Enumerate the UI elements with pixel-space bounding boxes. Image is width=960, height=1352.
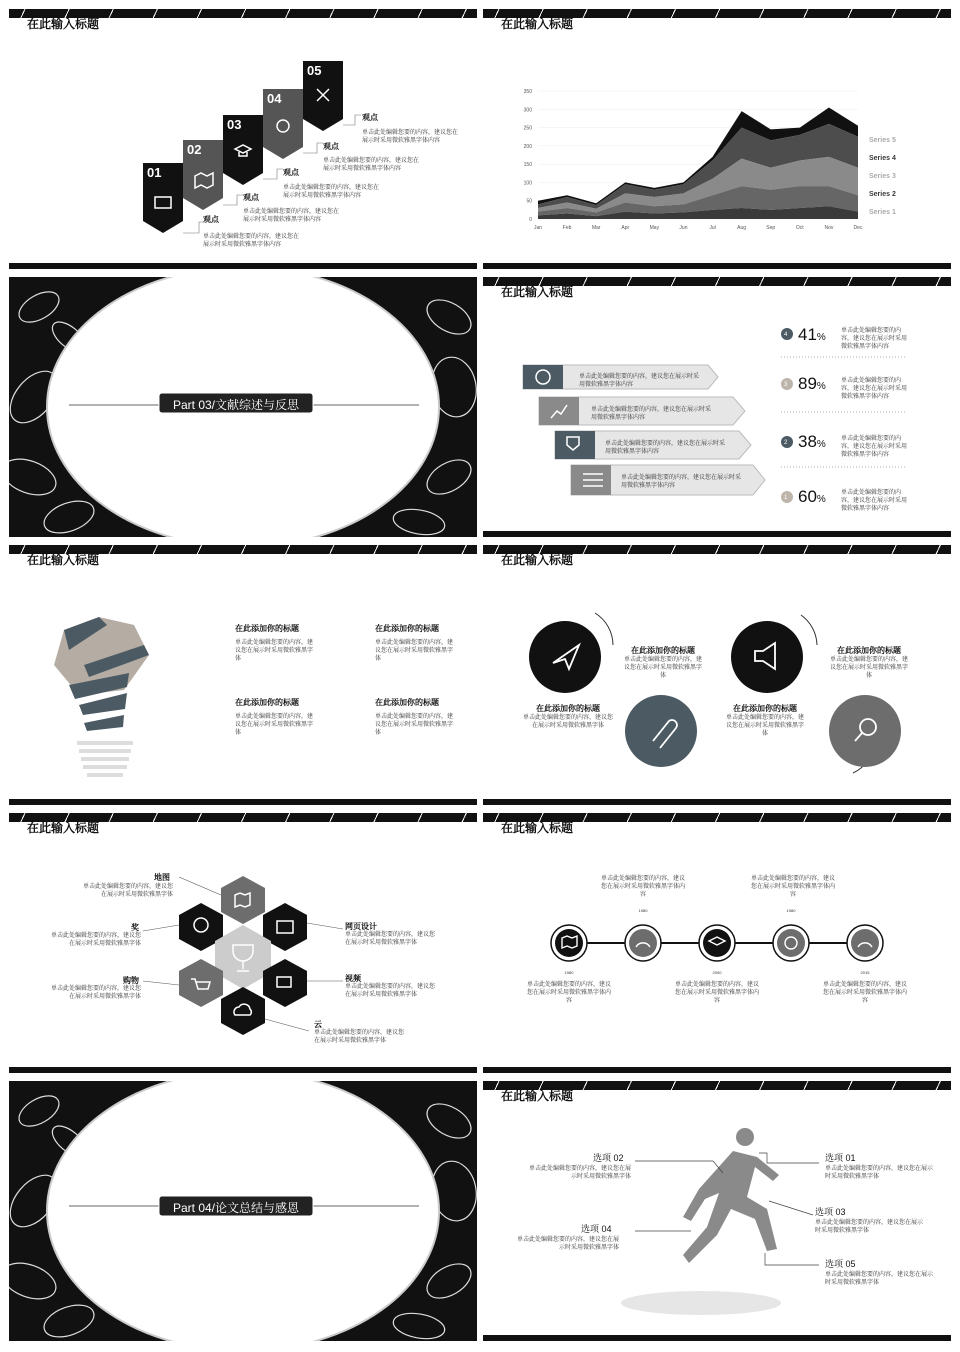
arrow-text-1: 单击此处编辑您要的内容，建议您在展示时采用微软雅黑字体内容 bbox=[579, 374, 700, 388]
option-label-4: 选项 04 bbox=[581, 1224, 612, 1234]
stat-index-4: 1 bbox=[784, 495, 788, 501]
slide-percent bbox=[483, 277, 951, 537]
slide-part3 bbox=[9, 277, 477, 537]
circle-text-2: 单击此处编辑您要的内容，建议您在展示时采用微软雅黑字体 bbox=[523, 715, 614, 729]
runner-graphic bbox=[483, 1081, 951, 1341]
y-tick-label: 0 bbox=[529, 217, 532, 223]
option-text-5: 单击此处编辑您要的内容，建议您在展示时采用微软雅黑字体 bbox=[825, 1272, 934, 1286]
bottom-border bbox=[483, 263, 951, 269]
option-label-2: 选项 02 bbox=[593, 1153, 624, 1163]
hex-text-cloud: 单击此处编辑您要的内容，建议您在展示时采用微软雅黑字体 bbox=[314, 1030, 405, 1044]
step-desc-1: 单击此处编辑您要的内容，建议您在展示时采用微软雅黑字体内容 bbox=[203, 234, 300, 248]
stat-value-2: 89% bbox=[798, 374, 826, 393]
legend-entry: Series 2 bbox=[869, 191, 896, 198]
bulb-text-2: 单击此处编辑您要的内容，建议您在展示时采用微软雅黑字体 bbox=[375, 640, 454, 662]
stat-value-3: 38% bbox=[798, 432, 826, 451]
bottom-border bbox=[483, 799, 951, 805]
hex-text-shopping: 单击此处编辑您要的内容，建议您在展示时采用微软雅黑字体 bbox=[50, 986, 141, 1000]
bulb-heading-4: 在此添加你的标题 bbox=[375, 698, 439, 707]
legend-entry: Series 4 bbox=[869, 155, 896, 162]
bulb-heading-3: 在此添加你的标题 bbox=[235, 698, 299, 707]
slide-title: 在此输入标题 bbox=[27, 17, 100, 31]
x-tick-label: Nov bbox=[824, 225, 834, 231]
bottom-border bbox=[483, 531, 951, 537]
hex-text-video: 单击此处编辑您要的内容，建议您在展示时采用微软雅黑字体 bbox=[345, 984, 436, 998]
part4-title: Part 04/论文总结与感恩 bbox=[172, 1201, 300, 1215]
hex-text-web: 单击此处编辑您要的内容，建议您在展示时采用微软雅黑字体 bbox=[345, 932, 436, 946]
bulb-text-3: 单击此处编辑您要的内容，建议您在展示时采用微软雅黑字体 bbox=[235, 714, 314, 736]
option-label-3: 选项 03 bbox=[815, 1207, 846, 1217]
step-number-5: 05 bbox=[307, 63, 322, 78]
hex-label-cloud: 云 bbox=[314, 1020, 322, 1029]
hex-label-video: 视频 bbox=[345, 974, 361, 983]
bulb-heading-1: 在此添加你的标题 bbox=[235, 624, 299, 633]
option-text-1: 单击此处编辑您要的内容，建议您在展示时采用微软雅黑字体 bbox=[825, 1166, 934, 1180]
stat-text-4: 单击此处编辑您要的内容，建议您在展示时采用微软雅黑字体内容 bbox=[841, 490, 908, 512]
timeline-text-bottom-1: 单击此处编辑您要的内容，建议您在展示时采用微软雅黑字体内容 bbox=[527, 982, 612, 1004]
option-text-2: 单击此处编辑您要的内容，建议您在展示时采用微软雅黑字体 bbox=[529, 1166, 632, 1180]
y-tick-label: 350 bbox=[523, 89, 532, 95]
legend-entry: Series 3 bbox=[869, 173, 896, 180]
x-tick-label: Aug bbox=[737, 225, 747, 231]
slide-title: 在此输入标题 bbox=[501, 285, 574, 299]
x-tick-label: Apr bbox=[621, 225, 630, 231]
circle-text-4: 单击此处编辑您要的内容，建议您在展示时采用微软雅黑字体 bbox=[725, 715, 804, 737]
y-tick-label: 100 bbox=[523, 180, 532, 187]
option-text-4: 单击此处编辑您要的内容，建议您在展示时采用微软雅黑字体 bbox=[516, 1237, 619, 1251]
x-tick-label: May bbox=[649, 225, 660, 231]
part3-title: Part 03/文献综述与反思 bbox=[172, 398, 300, 412]
step-desc-3: 单击此处编辑您要的内容，建议您在展示时采用微软雅黑字体内容 bbox=[283, 185, 380, 199]
timeline-year-bottom-2: 2000 bbox=[712, 970, 722, 975]
circle-text-3: 单击此处编辑您要的内容，建议您在展示时采用微软雅黑字体 bbox=[829, 657, 908, 679]
y-tick-label: 300 bbox=[523, 107, 532, 114]
timeline-text-bottom-2: 单击此处编辑您要的内容，建议您在展示时采用微软雅黑字体内容 bbox=[675, 982, 760, 1004]
option-text-3: 单击此处编辑您要的内容，建议您在展示时采用微软雅黑字体 bbox=[815, 1220, 924, 1234]
step-number-1: 01 bbox=[147, 165, 162, 180]
legend-entry: Series 5 bbox=[869, 137, 896, 144]
slide-chart bbox=[483, 9, 951, 269]
y-tick-label: 250 bbox=[523, 125, 532, 132]
arrow-text-3: 单击此处编辑您要的内容，建议您在展示时采用微软雅黑字体内容 bbox=[605, 441, 726, 455]
slide-runner bbox=[483, 1081, 951, 1341]
slide-title: 在此输入标题 bbox=[501, 1089, 574, 1103]
step-desc-4: 单击此处编辑您要的内容，建议您在展示时采用微软雅黑字体内容 bbox=[323, 158, 420, 172]
timeline-text-top-1: 单击此处编辑您要的内容，建议您在展示时采用微软雅黑字体内容 bbox=[601, 876, 686, 898]
timeline-year-bottom-1: 1980 bbox=[564, 970, 574, 975]
legend-entry: Series 1 bbox=[869, 209, 896, 216]
bottom-border bbox=[9, 799, 477, 805]
x-tick-label: Jun bbox=[679, 225, 688, 231]
option-label-5: 选项 05 bbox=[825, 1259, 856, 1269]
slide-title: 在此输入标题 bbox=[501, 553, 574, 567]
step-desc-5: 单击此处编辑您要的内容，建议您在展示时采用微软雅黑字体内容 bbox=[362, 130, 459, 144]
step-label-2: 观点 bbox=[243, 193, 259, 202]
bottom-border bbox=[483, 1335, 951, 1341]
option-label-1: 选项 01 bbox=[825, 1153, 856, 1163]
stat-value-1: 41% bbox=[798, 325, 826, 344]
circle-heading-4: 在此添加你的标题 bbox=[733, 704, 797, 713]
x-tick-label: Oct bbox=[795, 225, 804, 231]
slide-title: 在此输入标题 bbox=[501, 821, 574, 835]
stat-text-1: 单击此处编辑您要的内容，建议您在展示时采用微软雅黑字体内容 bbox=[841, 328, 908, 350]
x-tick-label: Mar bbox=[591, 225, 601, 231]
slide-timeline bbox=[483, 813, 951, 1073]
bulb-ribbon-icon bbox=[54, 617, 149, 731]
circle-heading-3: 在此添加你的标题 bbox=[837, 646, 901, 655]
bottom-border bbox=[9, 1067, 477, 1073]
stat-value-4: 60% bbox=[798, 487, 826, 506]
slide-steps bbox=[9, 9, 477, 269]
stat-text-3: 单击此处编辑您要的内容，建议您在展示时采用微软雅黑字体内容 bbox=[841, 436, 908, 458]
step-label-1: 观点 bbox=[203, 215, 219, 224]
y-tick-label: 50 bbox=[526, 198, 532, 205]
x-tick-label: Dec bbox=[853, 225, 863, 231]
slide-title: 在此输入标题 bbox=[27, 821, 100, 835]
stat-index-3: 2 bbox=[784, 440, 788, 446]
timeline-year-top-1: 1980 bbox=[638, 908, 648, 913]
x-tick-label: Jul bbox=[709, 225, 716, 231]
timeline-text-top-2: 单击此处编辑您要的内容，建议您在展示时采用微软雅黑字体内容 bbox=[751, 876, 836, 898]
circle-heading-2: 在此添加你的标题 bbox=[536, 704, 600, 713]
step-number-4: 04 bbox=[267, 91, 282, 106]
bottom-border bbox=[9, 263, 477, 269]
lightbulb-graphic bbox=[9, 545, 477, 805]
bottom-border bbox=[483, 1067, 951, 1073]
slide-title: 在此输入标题 bbox=[501, 17, 574, 31]
slide-title: 在此输入标题 bbox=[27, 553, 100, 567]
area-chart bbox=[483, 9, 951, 269]
slide-hexagons bbox=[9, 813, 477, 1073]
timeline-graphic bbox=[483, 813, 951, 1073]
slide-part4 bbox=[9, 1081, 477, 1341]
stat-text-2: 单击此处编辑您要的内容，建议您在展示时采用微软雅黑字体内容 bbox=[841, 378, 908, 400]
runner-icon bbox=[683, 1128, 779, 1263]
stat-index-2: 3 bbox=[784, 382, 788, 388]
step-number-2: 02 bbox=[187, 142, 202, 157]
hex-label-award: 奖 bbox=[131, 923, 139, 932]
step-desc-2: 单击此处编辑您要的内容，建议您在展示时采用微软雅黑字体内容 bbox=[243, 209, 340, 223]
hex-label-shopping: 购物 bbox=[123, 976, 139, 985]
slide-bulb bbox=[9, 545, 477, 805]
timeline-year-top-2: 1980 bbox=[786, 908, 796, 913]
timeline-year-bottom-3: 2015 bbox=[860, 970, 870, 975]
step-label-4: 观点 bbox=[323, 142, 339, 151]
step-label-3: 观点 bbox=[283, 168, 299, 177]
hex-text-map: 单击此处编辑您要的内容，建议您在展示时采用微软雅黑字体 bbox=[82, 884, 173, 898]
step-number-3: 03 bbox=[227, 117, 242, 132]
circle-text-1: 单击此处编辑您要的内容，建议您在展示时采用微软雅黑字体 bbox=[623, 657, 702, 679]
y-tick-label: 200 bbox=[523, 143, 532, 150]
arrow-text-4: 单击此处编辑您要的内容，建议您在展示时采用微软雅黑字体内容 bbox=[621, 475, 742, 489]
circle-heading-1: 在此添加你的标题 bbox=[631, 646, 695, 655]
bulb-text-1: 单击此处编辑您要的内容，建议您在展示时采用微软雅黑字体 bbox=[235, 640, 314, 662]
bulb-heading-2: 在此添加你的标题 bbox=[375, 624, 439, 633]
x-tick-label: Jan bbox=[533, 225, 543, 231]
x-tick-label: Feb bbox=[562, 225, 572, 231]
arrow-text-2: 单击此处编辑您要的内容，建议您在展示时采用微软雅黑字体内容 bbox=[591, 407, 712, 421]
x-tick-label: Sep bbox=[766, 225, 776, 231]
hex-label-map: 地图 bbox=[154, 873, 170, 882]
bulb-text-4: 单击此处编辑您要的内容，建议您在展示时采用微软雅黑字体 bbox=[375, 714, 454, 736]
hex-text-award: 单击此处编辑您要的内容，建议您在展示时采用微软雅黑字体 bbox=[50, 933, 141, 947]
step-label-5: 观点 bbox=[362, 113, 378, 122]
hex-label-web: 网页设计 bbox=[345, 922, 377, 931]
y-tick-label: 150 bbox=[523, 162, 532, 169]
slide-circles bbox=[483, 545, 951, 805]
timeline-text-bottom-3: 单击此处编辑您要的内容，建议您在展示时采用微软雅黑字体内容 bbox=[823, 982, 908, 1004]
stat-index-1: 4 bbox=[784, 332, 788, 338]
